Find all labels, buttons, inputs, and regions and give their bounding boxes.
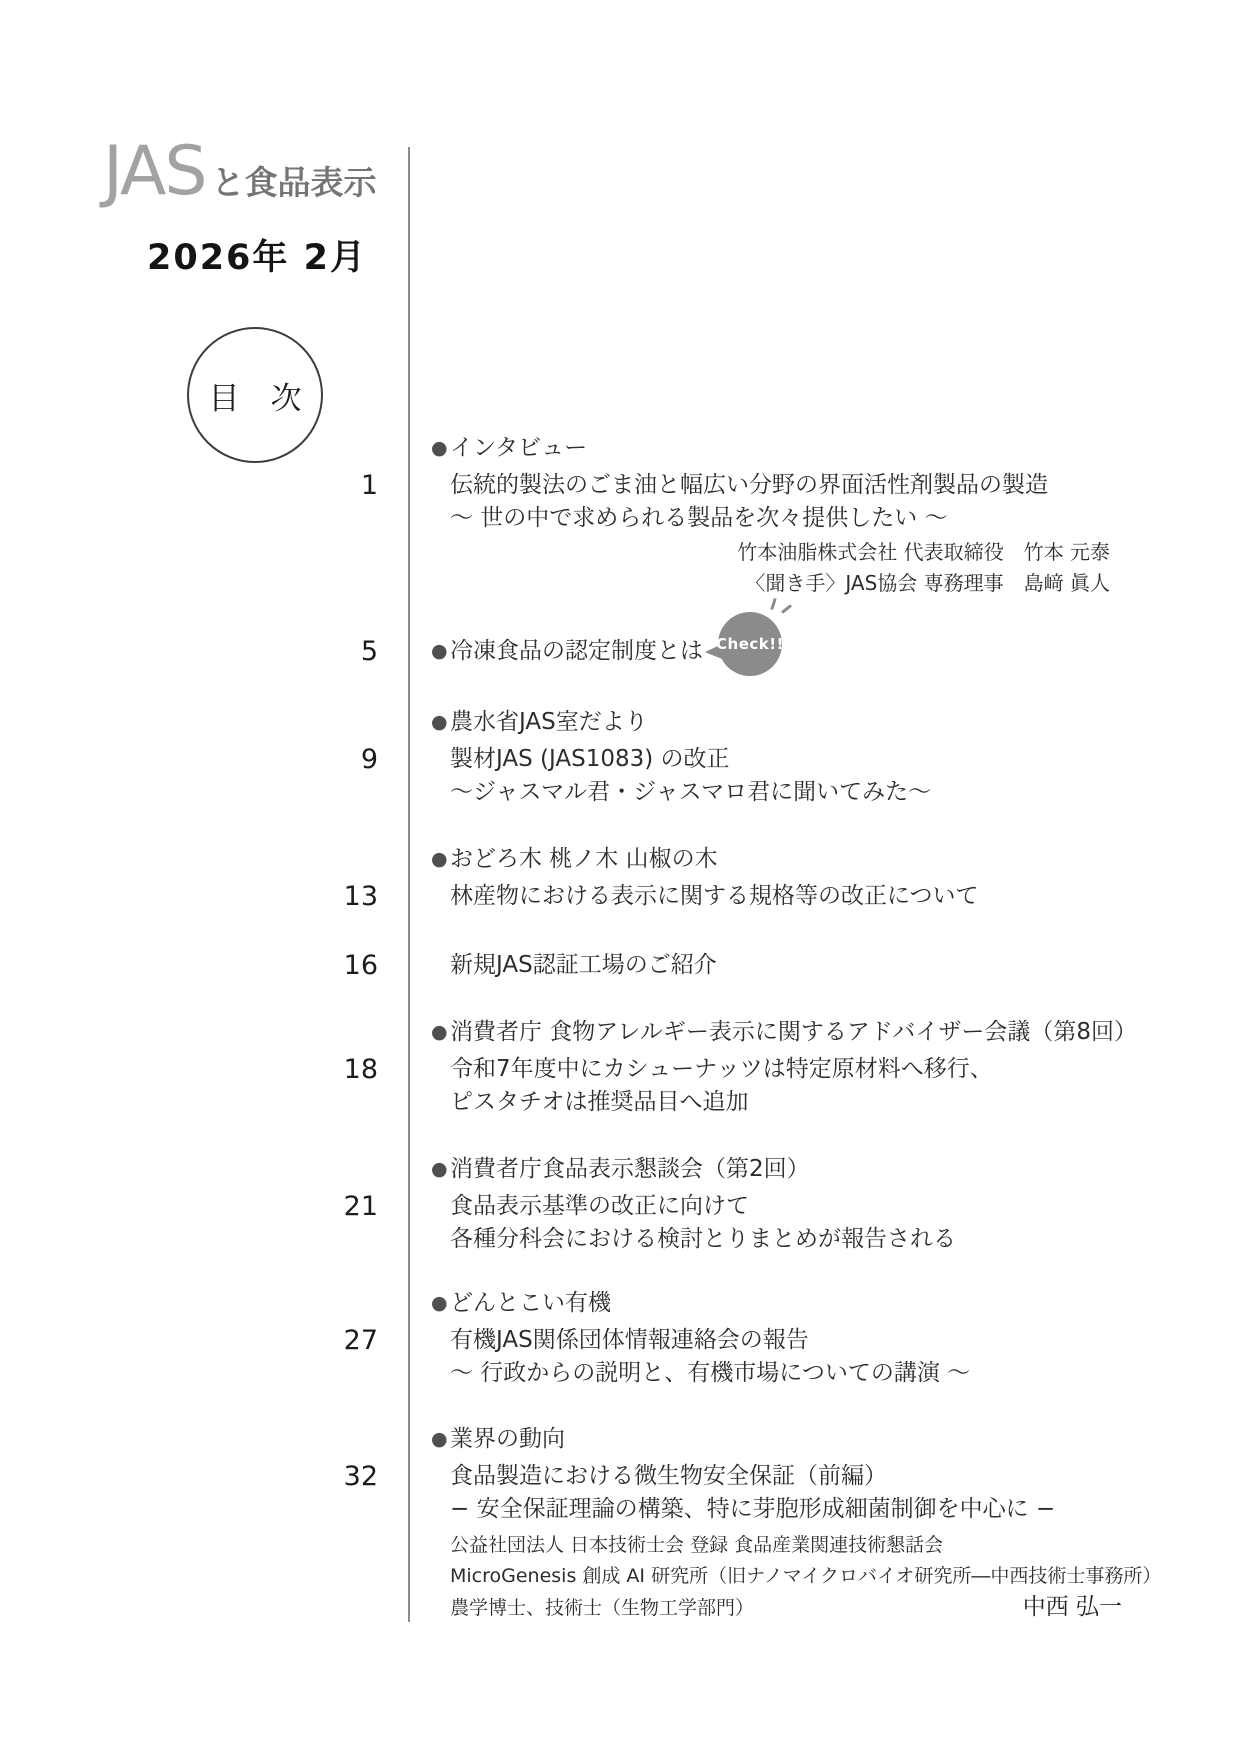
entry-subtitle-text: − 安全保証理論の構築、特に芽胞形成細菌制御を中心に − [450,1496,1056,1522]
entry-category [450,706,931,739]
entry-subtitle-text: 〜ジャスマル君・ジャスマロ君に聞いてみた〜 [450,779,932,805]
entry-title-text: 製材JAS (JAS1083) の改正 [450,746,730,772]
credit-line: 竹本油脂株式会社 代表取締役 竹本 元泰 [737,540,1110,564]
entry-subtitle-line [450,1086,1137,1119]
page-number: 32 [343,1461,378,1492]
masthead [103,132,377,211]
entry-category-text: おどろ木 桃ノ木 山椒の木 [450,846,718,872]
page-number: 5 [360,636,378,667]
divider-line [408,147,410,1622]
entry-category [450,843,979,876]
toc-entry-interview [360,432,1110,599]
affiliation-line: MicroGenesis 創成 AI 研究所（旧ナノマイクロバイオ研究所―中西技術士事務所） [450,1565,1162,1587]
entry-title-line [343,1460,1122,1493]
entry-subtitle-line [450,1493,1122,1526]
toc-entry-forestry [343,843,979,913]
entry-category [450,1423,1122,1456]
page-number: 16 [343,950,378,981]
entry-category [450,1287,970,1320]
entry-subtitle-text: ピスタチオは推奨品目へ追加 [450,1089,749,1115]
toc-entry-industry-trends [343,1423,1162,1624]
spark-icon [781,604,792,614]
entry-subtitle-line [450,1357,970,1390]
entry-title-line [343,1053,1137,1086]
toc-entry-frozen-food [360,634,784,672]
entry-title-line [343,1190,956,1223]
page-number: 18 [343,1054,378,1085]
page-number: 9 [360,744,378,775]
entry-title-text: 有機JAS関係団体情報連絡会の報告 [450,1327,809,1353]
bullet-icon [431,1016,448,1049]
toc-title: 目 次 [208,380,302,417]
entry-title-line [343,1324,970,1357]
entry-category [450,432,1110,465]
entry-category-text: 農水省JAS室だより [450,709,648,735]
entry-title-line [343,880,979,913]
magazine-logo: JAS [103,132,206,211]
magazine-logo-suffix: と食品表示 [211,163,377,202]
entry-category [360,634,784,668]
entry-credits [450,537,1110,599]
affiliation-line-text: 農学博士、技術士（生物工学部門） [450,1597,755,1619]
toc-entry-labeling-roundtable [343,1153,956,1256]
entry-title-text: 食品製造における微生物安全保証（前編） [450,1463,887,1489]
bullet-icon [431,843,448,876]
entry-subtitle-line [450,776,931,809]
entry-title-text: 令和7年度中にカシューナッツは特定原材料へ移行、 [450,1056,993,1082]
entry-title-line [360,469,1110,502]
toc-entry-new-factories [343,949,717,982]
entry-affiliations [450,1530,1162,1624]
entry-title-text: 新規JAS認証工場のご紹介 [450,952,717,978]
page-number: 27 [343,1325,378,1356]
entry-category [450,1016,1137,1049]
entry-title-text: 食品表示基準の改正に向けて [450,1193,749,1219]
bullet-icon [431,432,448,465]
issue-date: 2026年 2月 [147,238,367,278]
toc-entry-organic [343,1287,971,1390]
bullet-icon [431,1153,448,1186]
entry-title-text: 伝統的製法のごま油と幅広い分野の界面活性剤製品の製造 [450,472,1048,498]
check-badge [718,612,782,676]
entry-title-text: 林産物における表示に関する規格等の改正について [450,883,979,909]
bullet-icon [431,1423,448,1456]
page-number: 21 [343,1191,378,1222]
page-number: 13 [343,881,378,912]
page-number: 1 [360,470,378,501]
toc-circle [187,327,323,463]
spark-icon [770,598,777,610]
entry-category-text: 業界の動向 [450,1426,565,1452]
affiliation-author-line [450,1592,1122,1624]
entry-category-text: 消費者庁 食物アレルギー表示に関するアドバイザー会議（第8回） [450,1019,1137,1045]
entry-subtitle-text: 〜 世の中で求められる製品を次々提供したい 〜 [450,505,948,531]
bullet-icon [431,706,448,739]
affiliation-line: 公益社団法人 日本技術士会 登録 食品産業関連技術懇話会 [450,1534,944,1556]
entry-category [450,1153,956,1186]
entry-subtitle-line [450,1223,956,1256]
entry-title-line [343,949,717,982]
toc-entry-jas-room [360,706,932,809]
bullet-icon [431,635,448,668]
entry-subtitle-text: 各種分科会における検討とりまとめが報告される [450,1226,956,1252]
entry-subtitle-line [450,502,1110,535]
check-badge-label: Check!! [716,634,784,653]
entry-title-line [360,743,931,776]
bullet-icon [431,1287,448,1320]
toc-entry-allergy-advisory [343,1016,1137,1119]
entry-category-text: どんとこい有機 [450,1290,611,1316]
credit-line: 〈聞き手〉JAS協会 専務理事 島﨑 眞人 [745,571,1110,595]
entry-category-text: 消費者庁食品表示懇談会（第2回） [450,1156,810,1182]
entry-category-text: 冷凍食品の認定制度とは [450,638,703,664]
author-name: 中西 弘一 [1022,1594,1122,1620]
entry-subtitle-text: 〜 行政からの説明と、有機市場についての講演 〜 [450,1360,971,1386]
entry-category-text: インタビュー [450,435,588,461]
